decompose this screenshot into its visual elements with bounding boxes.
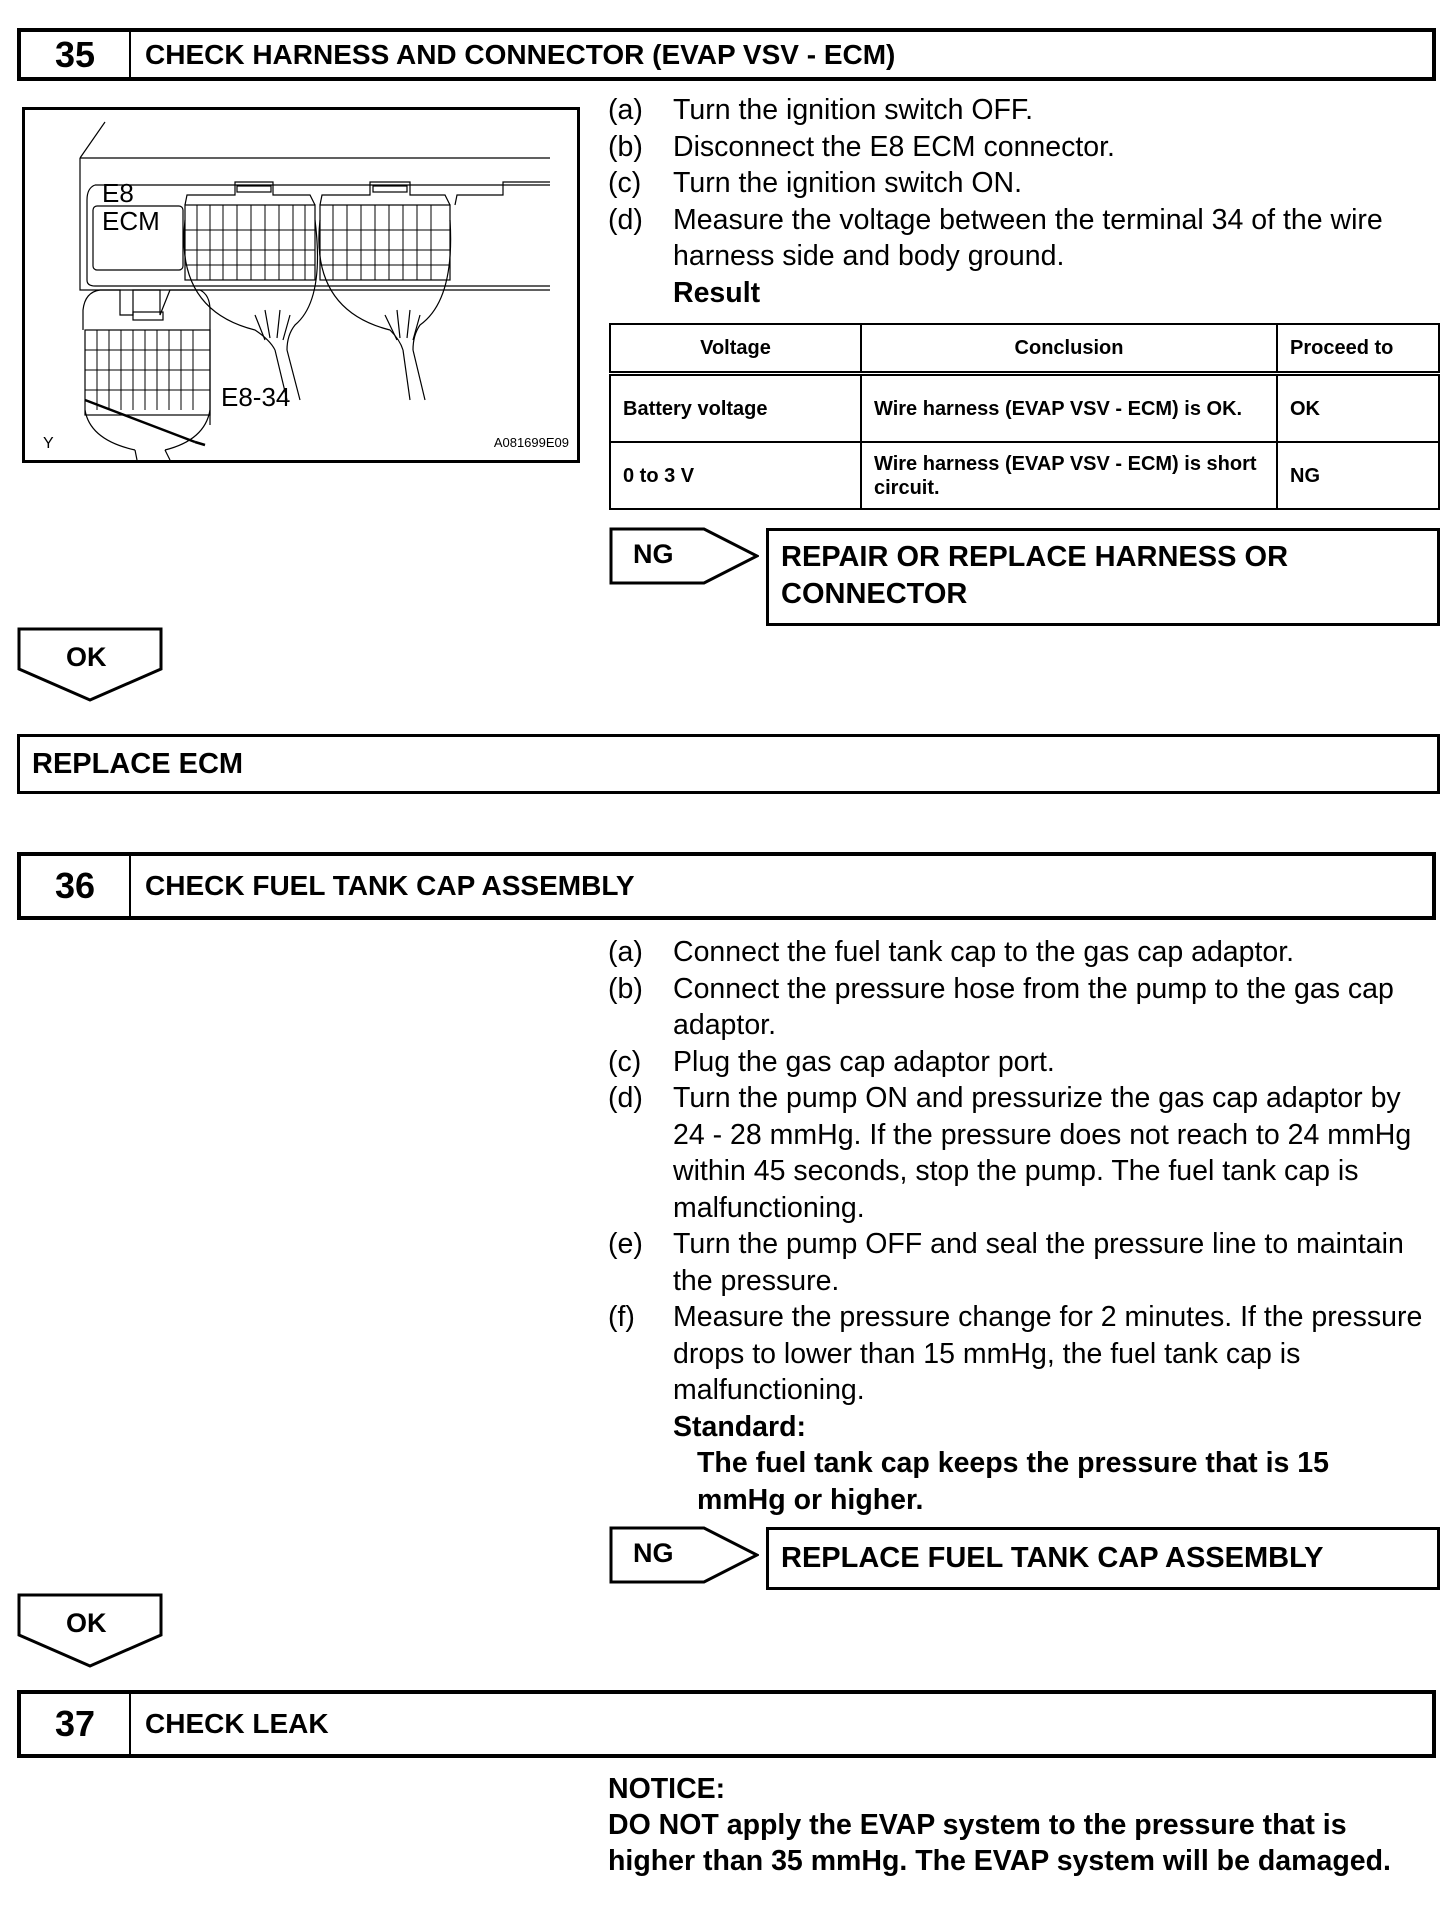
corner-label: Y	[43, 435, 54, 452]
section-35-header	[17, 28, 1436, 81]
figure-id: A081699E09	[493, 435, 569, 450]
ecm-connector-diagram	[22, 107, 580, 463]
step-item: (a) Turn the ignition switch OFF.	[608, 94, 1034, 126]
section-37-header	[17, 1690, 1436, 1758]
ng-action-box: REPLACE FUEL TANK CAP ASSEMBLY	[766, 1527, 1440, 1590]
connector-illustration-icon	[25, 110, 577, 460]
section-36-steps	[608, 934, 1438, 1518]
table-row: Battery voltage Wire harness (EVAP VSV - ECM) is OK. OK	[610, 374, 1439, 443]
ok-action-box: REPLACE ECM	[17, 734, 1440, 794]
section-number: 37	[21, 1694, 131, 1754]
col-conclusion: Conclusion	[861, 324, 1277, 374]
section-title: CHECK HARNESS AND CONNECTOR (EVAP VSV - ECM)	[145, 38, 896, 70]
section-title: CHECK LEAK	[145, 1708, 329, 1739]
section-number: 36	[21, 856, 131, 916]
step-item: (c) Turn the ignition switch ON.	[608, 167, 1022, 199]
standard-heading: Standard:	[673, 1410, 807, 1443]
step-item: (e) Turn the pump OFF and seal the pressure line to maintain the pressure.	[608, 1228, 1404, 1297]
table-header-row	[610, 324, 1439, 374]
terminal-label: E8-34	[221, 382, 291, 412]
step-item: (b) Connect the pressure hose from the pump to the gas cap adaptor.	[608, 972, 1394, 1041]
step-item: (c) Plug the gas cap adaptor port.	[608, 1045, 1055, 1078]
section-35-steps	[608, 92, 1438, 311]
step-item: (b) Disconnect the E8 ECM connector.	[608, 130, 1115, 163]
ng-action-box: REPAIR OR REPLACE HARNESS OR CONNECTOR	[766, 528, 1440, 626]
ok-label: OK	[66, 642, 107, 672]
standard-text: The fuel tank cap keeps the pressure that is 15 mmHg or higher.	[697, 1447, 1329, 1516]
connector-label-e8: E8	[102, 178, 134, 208]
result-table	[609, 323, 1440, 510]
section-number: 35	[21, 32, 131, 77]
section-36-header	[17, 852, 1436, 920]
ok-label: OK	[66, 1608, 107, 1638]
step-item: (d) Measure the voltage between the terminal 34 of the wire harness side and body ground.	[608, 203, 1383, 272]
result-heading: Result	[673, 276, 761, 309]
col-proceed-to: Proceed to	[1277, 324, 1439, 374]
ng-label: NG	[633, 1538, 674, 1568]
notice-block	[608, 1771, 1418, 1879]
ng-label: NG	[633, 539, 674, 569]
ng-arrow-icon	[609, 1526, 759, 1584]
notice-text: DO NOT apply the EVAP system to the pressure that is higher than 35 mmHg. The EVAP system will be damaged.	[608, 1809, 1391, 1877]
col-voltage: Voltage	[610, 324, 861, 374]
table-row: 0 to 3 V Wire harness (EVAP VSV - ECM) is short circuit. NG	[610, 442, 1439, 509]
step-item: (f) Measure the pressure change for 2 minutes. If the pressure drops to lower than 15 mmHg, the fuel tank cap is malfunctioning.	[608, 1301, 1423, 1406]
step-item: (d) Turn the pump ON and pressurize the gas cap adaptor by 24 - 28 mmHg. If the pressure does not reach to 24 mmHg within 45 seconds, stop the pump. The fuel tank cap is malfunctioning.	[608, 1082, 1412, 1224]
section-title: CHECK FUEL TANK CAP ASSEMBLY	[145, 870, 635, 901]
step-item: (a) Connect the fuel tank cap to the gas cap adaptor.	[608, 936, 1295, 968]
connector-label-ecm: ECM	[102, 206, 160, 236]
notice-heading: NOTICE:	[608, 1773, 726, 1805]
ng-arrow-icon	[609, 527, 759, 585]
